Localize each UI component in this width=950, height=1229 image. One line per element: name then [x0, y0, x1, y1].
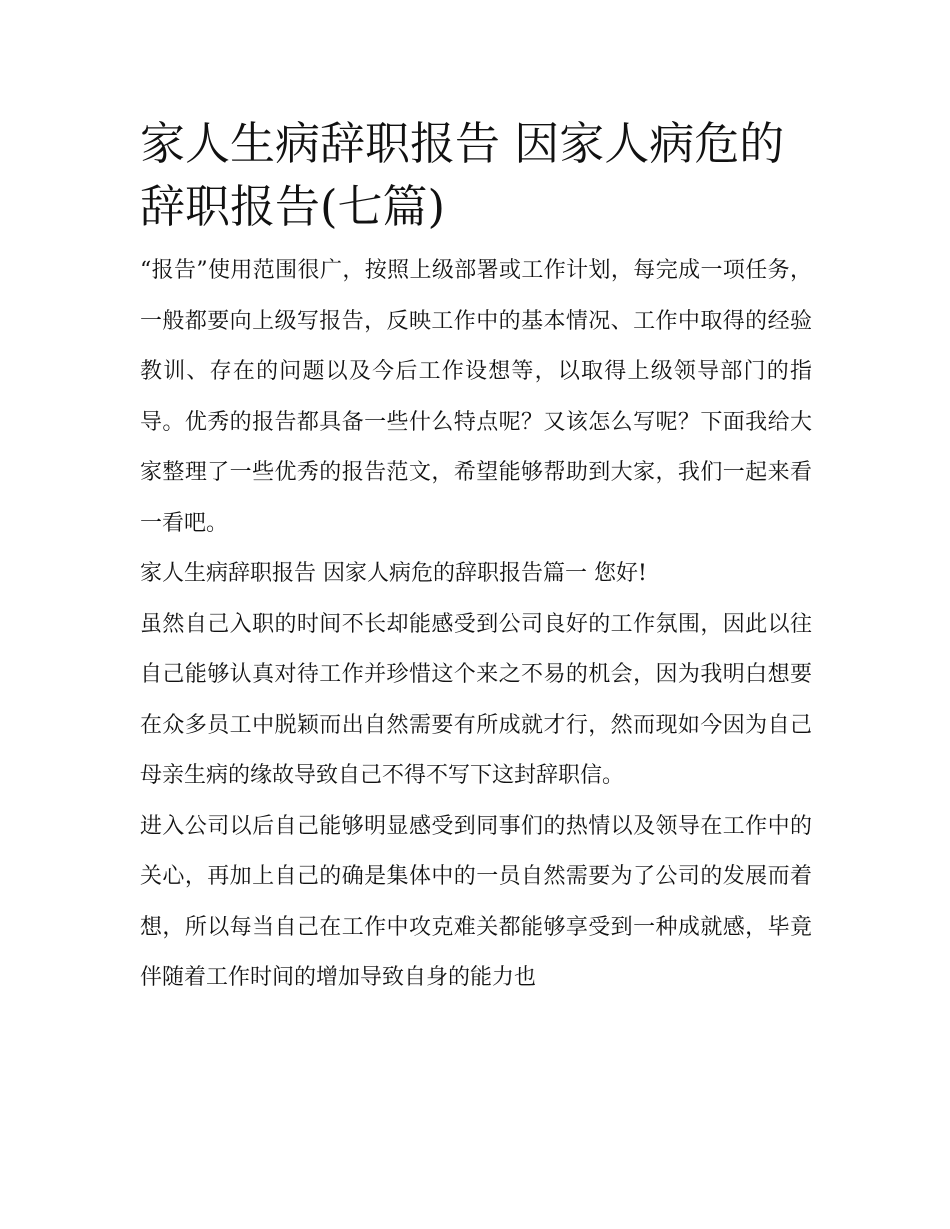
intro-paragraph: “报告”使用范围很广，按照上级部署或工作计划，每完成一项任务，一般都要向上级写报告，反映工作中的基本情况、工作中取得的经验教训、存在的问题以及今后工作设想等，以取得上级领导部门的指导。优秀的报告都具备一些什么特点呢？又该怎么写呢？下面我给大家整理了一些优秀的报告范文，希望能够帮助到大家，我们一起来看一看吧。 — [140, 258, 812, 536]
body-paragraph-2: 进入公司以后自己能够明显感受到同事们的热情以及领导在工作中的关心，再加上自己的确是集体中的一员自然需要为了公司的发展而着想，所以每当自己在工作中攻克难关都能够享受到一种成就感，毕竟伴随着工作时间的增加导致自身的能力也 — [140, 813, 812, 990]
body-paragraph-1: 虽然自己入职的时间不长却能感受到公司良好的工作氛围，因此以往自己能够认真对待工作并珍惜这个来之不易的机会，因为我明白想要在众多员工中脱颖而出自然需要有所成就才行，然而现如今因为自己母亲生病的缘故导致自己不得不写下这封辞职信。 — [140, 611, 812, 788]
section-heading-paragraph: 家人生病辞职报告 因家人病危的辞职报告篇一 您好! — [140, 561, 647, 586]
document-title: 家人生病辞职报告 因家人病危的辞职报告(七篇) — [140, 117, 785, 233]
document-content — [140, 112, 812, 1004]
